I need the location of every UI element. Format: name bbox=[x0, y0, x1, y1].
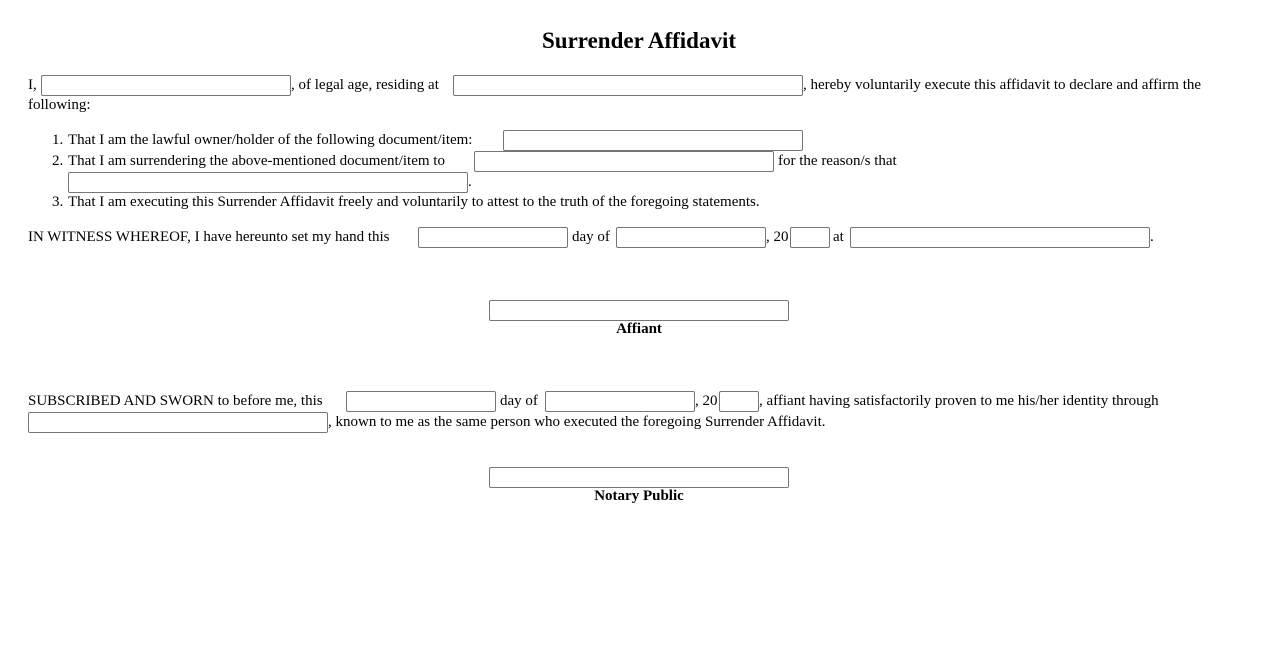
item-1-text: That I am the lawful owner/holder of the following document/item: bbox=[68, 132, 473, 148]
item-3-text: That I am executing this Surrender Affidavit freely and voluntarily to attest to the truth of the foregoing statements. bbox=[68, 194, 760, 210]
witness-text: IN WITNESS WHEREOF, I have hereunto set my hand this bbox=[28, 229, 390, 245]
affiant-label: Affiant bbox=[616, 321, 662, 337]
notary-signature-field[interactable] bbox=[489, 467, 789, 488]
intro-residing-text: , of legal age, residing at bbox=[291, 77, 439, 93]
item-1-number: 1. bbox=[52, 132, 64, 148]
surrender-to-field[interactable] bbox=[474, 151, 774, 172]
witness-place-field[interactable] bbox=[850, 227, 1150, 248]
witness-day-field[interactable] bbox=[418, 227, 568, 248]
sworn-known-text: , known to me as the same person who executed the foregoing Surrender Affidavit. bbox=[328, 414, 826, 430]
witness-at-text: at bbox=[833, 229, 844, 245]
sworn-year-prefix: , 20 bbox=[695, 393, 718, 409]
witness-year-field[interactable] bbox=[790, 227, 830, 248]
item-2-number: 2. bbox=[52, 153, 64, 169]
document-item-field[interactable] bbox=[503, 130, 803, 151]
item-2-text: That I am surrendering the above-mentioned document/item to bbox=[68, 153, 445, 169]
reason-field[interactable] bbox=[68, 172, 468, 193]
sworn-day-field[interactable] bbox=[346, 391, 496, 412]
page-title: Surrender Affidavit bbox=[541, 28, 737, 53]
witness-month-field[interactable] bbox=[616, 227, 766, 248]
identity-proof-field[interactable] bbox=[28, 412, 328, 433]
notary-public-label: Notary Public bbox=[594, 488, 684, 504]
intro-following-text: following: bbox=[28, 97, 91, 113]
item-2-reason-text: for the reason/s that bbox=[778, 153, 897, 169]
witness-period: . bbox=[1150, 229, 1154, 245]
sworn-day-of-text: day of bbox=[500, 393, 538, 409]
item-2-period: . bbox=[468, 174, 472, 190]
affiant-signature-field[interactable] bbox=[489, 300, 789, 321]
sworn-month-field[interactable] bbox=[545, 391, 695, 412]
sworn-year-field[interactable] bbox=[719, 391, 759, 412]
witness-day-of-text: day of bbox=[572, 229, 610, 245]
witness-year-prefix: , 20 bbox=[766, 229, 789, 245]
address-field[interactable] bbox=[453, 75, 803, 96]
intro-hereby-text: , hereby voluntarily execute this affidavit to declare and affirm the bbox=[803, 77, 1202, 93]
intro-i-text: I, bbox=[28, 77, 37, 93]
sworn-proven-text: , affiant having satisfactorily proven to me his/her identity through bbox=[759, 393, 1159, 409]
sworn-text: SUBSCRIBED AND SWORN to before me, this bbox=[28, 393, 323, 409]
item-3-number: 3. bbox=[52, 194, 64, 210]
name-field[interactable] bbox=[41, 75, 291, 96]
